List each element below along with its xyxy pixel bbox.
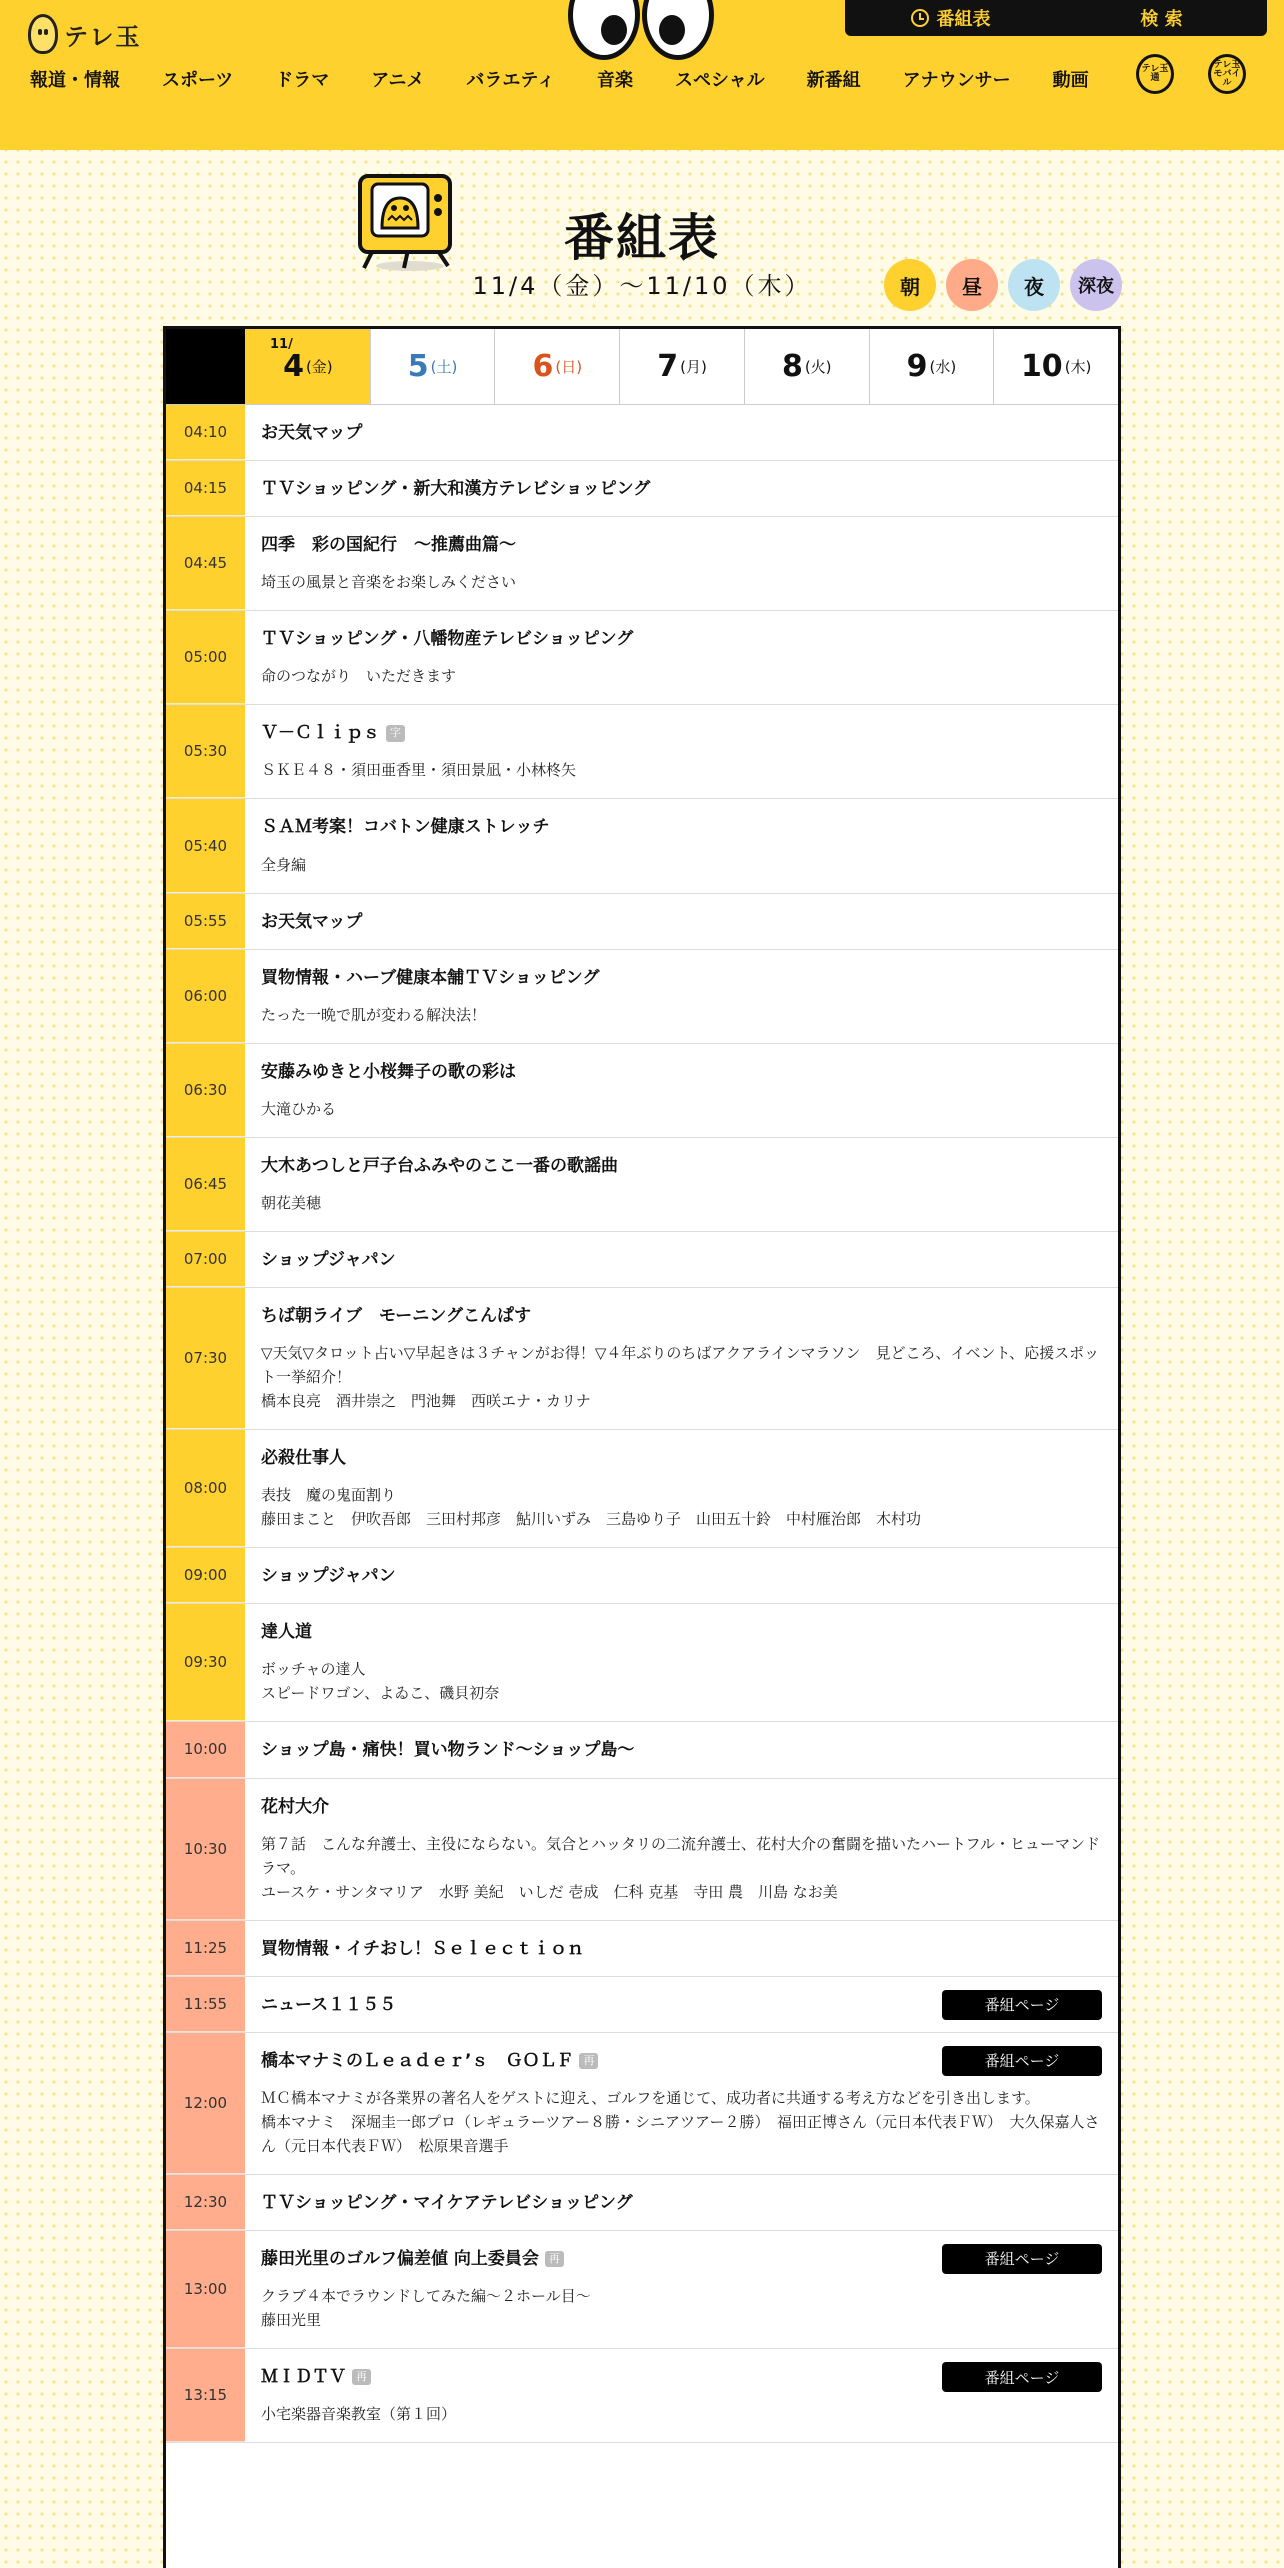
program-info[interactable] [245, 517, 1118, 610]
program-time: 04:15 [166, 461, 245, 516]
day-tab-5[interactable] [370, 329, 495, 404]
program-row [166, 2231, 1118, 2349]
teletama-tsu-icon[interactable]: テレ玉通 [1136, 54, 1174, 94]
program-page-button[interactable]: 番組ページ [942, 2362, 1102, 2392]
program-time: 10:00 [166, 1722, 245, 1777]
program-title-wrap [261, 1621, 1100, 1643]
program-title-wrap [261, 1249, 1100, 1271]
program-time: 08:00 [166, 1430, 245, 1547]
program-time: 07:00 [166, 1232, 245, 1287]
program-time: 05:40 [166, 799, 245, 892]
program-title: 安藤みゆきと小桜舞子の歌の彩は [261, 1061, 516, 1082]
program-info[interactable] [245, 2033, 1118, 2174]
day-tab-10[interactable] [993, 329, 1118, 404]
program-info[interactable] [245, 894, 1118, 949]
program-title-wrap [261, 1739, 1100, 1761]
program-time: 11:25 [166, 1921, 245, 1976]
tod-night-button[interactable]: 夜 [1008, 259, 1060, 311]
nav-item-drama[interactable]: ドラマ [275, 70, 330, 91]
program-title-wrap [261, 1155, 1100, 1177]
program-description: 小宅楽器音楽教室（第１回） [261, 2405, 457, 2424]
program-time: 04:10 [166, 405, 245, 460]
program-title-wrap [261, 1447, 1100, 1469]
program-row [166, 894, 1118, 950]
program-row [166, 2349, 1118, 2443]
day-number: 9 [906, 349, 928, 384]
program-badge: 字 [386, 725, 405, 741]
time-of-day-selector [884, 259, 1122, 311]
program-title-wrap [261, 534, 1100, 556]
tod-morning-button[interactable]: 朝 [884, 259, 936, 311]
program-badge: 再 [352, 2369, 371, 2385]
program-info[interactable] [245, 405, 1118, 460]
program-description: 全身編 [261, 855, 307, 874]
header-zigzag-edge [0, 130, 1284, 154]
day-tabs [166, 329, 1118, 405]
tod-late-night-button[interactable]: 深夜 [1070, 259, 1122, 311]
program-title: お天気マップ [261, 423, 363, 443]
program-time: 05:00 [166, 611, 245, 704]
program-title-wrap [261, 628, 1100, 650]
program-title: 大木あつしと戸子台ふみやのここ一番の歌謡曲 [261, 1155, 618, 1176]
program-title-wrap [261, 816, 1100, 838]
program-info[interactable] [245, 2349, 1118, 2442]
program-info[interactable] [245, 1779, 1118, 1920]
program-row [166, 705, 1118, 799]
program-row [166, 2175, 1118, 2231]
program-description: ▽天気▽タロット占い▽早起きは３チャンがお得！▽４年ぶりのちばアクアラインマラソン 見どころ、イベント、応援スポット一挙紹介！ 橋本良亮 酒井崇之 門池舞 西咲エナ・カリナ [261, 1344, 1100, 1411]
nav-item-special[interactable]: スペシャル [674, 70, 765, 91]
program-info[interactable] [245, 1232, 1118, 1287]
top-utility-bar [845, 0, 1267, 36]
chick-mascot-icon [28, 14, 58, 54]
program-row [166, 517, 1118, 611]
program-description: ボッチャの達人 スピードワゴン、よゐこ、磯貝初奈 [261, 1660, 500, 1703]
program-row [166, 1779, 1118, 1921]
nav-item-video[interactable]: 動画 [1052, 70, 1089, 91]
program-title: 買物情報・ハーブ健康本舗ＴＶショッピング [261, 967, 600, 988]
program-description: 埼玉の風景と音楽をお楽しみください [261, 573, 517, 592]
program-title-wrap [261, 1305, 1100, 1327]
day-number: 8 [781, 349, 803, 384]
program-title: 藤田光里のゴルフ偏差値 向上委員会 [261, 2248, 539, 2269]
program-description: ＭＣ橋本マナミが各業界の著名人をゲストに迎え、ゴルフを通じて、成功者に共通する考え方などを引き出します。 橋本マナミ 深堀圭一郎プロ（レギュラーツアー８勝・シニアツアー２勝） 福田正博さん（元日本代表ＦＷ） 大久保嘉人さん（元日本代表ＦＷ） 松原果音選手 [261, 2088, 1100, 2155]
program-info[interactable] [245, 1430, 1118, 1547]
program-description: 命のつながり いただきます [261, 667, 457, 686]
program-info[interactable] [245, 611, 1118, 704]
program-badge: 再 [579, 2053, 598, 2069]
program-title-wrap [261, 1565, 1100, 1587]
day-tabs-corner [166, 329, 245, 404]
program-title: 花村大介 [261, 1796, 329, 1817]
day-weekday: (月) [680, 358, 707, 376]
program-row [166, 1138, 1118, 1232]
program-time: 09:00 [166, 1548, 245, 1603]
program-info[interactable] [245, 799, 1118, 892]
program-time: 05:55 [166, 894, 245, 949]
program-title-wrap [261, 478, 1100, 500]
program-row [166, 461, 1118, 517]
page-title: 番組表 [564, 209, 720, 267]
program-page-button[interactable]: 番組ページ [942, 2046, 1102, 2076]
program-info[interactable] [245, 1548, 1118, 1603]
program-title-wrap [261, 2192, 1100, 2214]
program-title-wrap [261, 911, 1100, 933]
program-title: ショップジャパン [261, 1566, 396, 1587]
nav-item-sports[interactable]: スポーツ [162, 70, 234, 91]
program-row [166, 1921, 1118, 1977]
schedule-link-label: 番組表 [936, 9, 991, 30]
program-description: クラブ４本でラウンドしてみた編～２ホール目～ 藤田光里 [261, 2287, 591, 2330]
program-time: 06:45 [166, 1138, 245, 1231]
program-title-wrap [261, 1796, 1100, 1818]
nav-item-new-programs[interactable]: 新番組 [806, 70, 861, 91]
program-badge: 再 [545, 2251, 564, 2267]
nav-item-news[interactable]: 報道・情報 [30, 70, 120, 91]
program-info[interactable] [245, 1604, 1118, 1721]
program-schedule [163, 326, 1121, 2568]
program-info[interactable] [245, 1138, 1118, 1231]
program-page-button[interactable]: 番組ページ [942, 2244, 1102, 2274]
program-row [166, 1977, 1118, 2033]
program-row [166, 799, 1118, 893]
program-title: 四季 彩の国紀行 ～推薦曲篇～ [261, 535, 516, 556]
program-time: 09:30 [166, 1604, 245, 1721]
program-description: 表技 魔の鬼面割り 藤田まこと 伊吹吾郎 三田村邦彦 鮎川いずみ 三島ゆり子 山田五十鈴 中村雁治郎 木村功 [261, 1486, 922, 1529]
program-title-wrap [261, 722, 1100, 744]
program-title-wrap [261, 1938, 1100, 1960]
day-number: 4 [283, 349, 304, 384]
day-weekday: (日) [555, 358, 583, 376]
day-weekday: (土) [430, 358, 458, 376]
main-nav [30, 59, 1260, 94]
program-description: ＳＫＥ４８・須田亜香里・須田景凪・小林柊矢 [261, 761, 577, 780]
day-weekday: (金) [305, 358, 333, 376]
program-title-wrap [261, 422, 1100, 444]
program-title: ニュース１１５５ [261, 1994, 397, 2015]
search-link[interactable] [1056, 5, 1267, 31]
program-title: ＴＶショッピング・マイケアテレビショッピング [261, 2192, 633, 2213]
site-logo[interactable] [28, 14, 142, 54]
program-description: 第７話 こんな弁護士、主役にならない。気合とハッタリの二流弁護士、花村大介の奮闘を描いたハートフル・ヒューマンドラマ。 ユースケ・サンタマリア 水野 美紀 いしだ 壱成 仁科 克基 寺田 農 川島 なお美 [261, 1834, 1100, 1901]
program-title: ちば朝ライブ モーニングこんぱす [261, 1306, 531, 1327]
program-row [166, 611, 1118, 705]
program-title: 買物情報・イチおし！Ｓｅｌｅｃｔｉｏｎ [261, 1938, 584, 1959]
day-tab-9[interactable] [869, 329, 994, 404]
program-title: ショップ島・痛快！買い物ランド～ショップ島～ [261, 1740, 635, 1761]
program-row [166, 1722, 1118, 1778]
program-row [166, 1548, 1118, 1604]
program-time: 07:30 [166, 1288, 245, 1429]
program-row [166, 1232, 1118, 1288]
teletama-mobile-icon[interactable]: テレ玉モバイル [1208, 54, 1246, 94]
day-tab-4[interactable] [245, 329, 370, 404]
program-row [166, 950, 1118, 1044]
day-number: 7 [657, 349, 679, 384]
day-tab-7[interactable] [619, 329, 744, 404]
program-title: ＴＶショッピング・新大和漢方テレビショッピング [261, 479, 651, 500]
program-time: 12:30 [166, 2175, 245, 2230]
program-info[interactable] [245, 1977, 1118, 2032]
day-weekday: (木) [1064, 358, 1092, 376]
mascot-eyes-icon [568, 0, 718, 62]
site-header [0, 0, 1284, 150]
tod-noon-button[interactable]: 昼 [946, 259, 998, 311]
program-time: 06:00 [166, 950, 245, 1043]
program-title-wrap [261, 1061, 1100, 1083]
program-time: 05:30 [166, 705, 245, 798]
program-title: ＳＡＭ考案！コバトン健康ストレッチ [261, 817, 550, 838]
program-row [166, 1430, 1118, 1548]
nav-item-variety[interactable]: バラエティ [466, 70, 555, 91]
schedule-link[interactable] [845, 5, 1056, 31]
day-tab-8[interactable] [744, 329, 869, 404]
program-time: 13:15 [166, 2349, 245, 2442]
program-info[interactable] [245, 2175, 1118, 2230]
program-title: ＴＶショッピング・八幡物産テレビショッピング [261, 629, 634, 650]
day-number: 6 [532, 349, 554, 384]
program-page-button[interactable]: 番組ページ [942, 1990, 1102, 2020]
program-time: 12:00 [166, 2033, 245, 2174]
program-info[interactable] [245, 1921, 1118, 1976]
program-description: たった一晩で肌が変わる解決法！ [261, 1005, 487, 1024]
program-title: ＭＩＤＴＶ [261, 2367, 346, 2388]
program-time: 13:00 [166, 2231, 245, 2348]
program-info[interactable] [245, 950, 1118, 1043]
program-time: 10:30 [166, 1779, 245, 1920]
program-title: 必殺仕事人 [261, 1448, 346, 1469]
program-row [166, 1044, 1118, 1138]
nav-item-music[interactable]: 音楽 [596, 70, 633, 91]
program-title-wrap [261, 967, 1100, 989]
program-time: 11:55 [166, 1977, 245, 2032]
program-row [166, 2033, 1118, 2175]
program-info[interactable] [245, 1044, 1118, 1137]
logo-text: テレ玉 [64, 22, 142, 51]
day-weekday: (火) [804, 358, 832, 376]
day-number: 10 [1020, 349, 1063, 384]
program-info[interactable] [245, 1722, 1118, 1777]
program-info[interactable] [245, 1288, 1118, 1429]
nav-item-announcers[interactable]: アナウンサー [902, 70, 1011, 91]
program-row [166, 1604, 1118, 1722]
day-weekday: (水) [929, 358, 957, 376]
search-link-label: 検 索 [1140, 9, 1183, 30]
program-title: 橋本マナミのＬｅａｄｅｒ’ｓ ＧＯＬＦ [261, 2050, 574, 2071]
date-range: 11/4（金）〜11/10（木） [472, 272, 812, 300]
program-title: お天気マップ [261, 911, 363, 932]
program-info[interactable] [245, 461, 1118, 516]
day-tab-6[interactable] [494, 329, 619, 404]
program-description: 朝花美穂 [261, 1193, 322, 1212]
program-row [166, 1288, 1118, 1430]
day-month: 11/ [270, 337, 293, 352]
program-description: 大滝ひかる [261, 1099, 337, 1118]
program-time: 04:45 [166, 517, 245, 610]
program-title: 達人道 [261, 1622, 312, 1643]
program-info[interactable] [245, 2231, 1118, 2348]
day-number: 5 [407, 349, 429, 384]
program-title: Ｖ－Ｃｌｉｐｓ [261, 723, 380, 744]
program-info[interactable] [245, 705, 1118, 798]
program-row [166, 405, 1118, 461]
clock-icon [911, 9, 929, 27]
nav-item-anime[interactable]: アニメ [371, 70, 425, 91]
program-time: 06:30 [166, 1044, 245, 1137]
program-title: ショップジャパン [261, 1249, 396, 1270]
